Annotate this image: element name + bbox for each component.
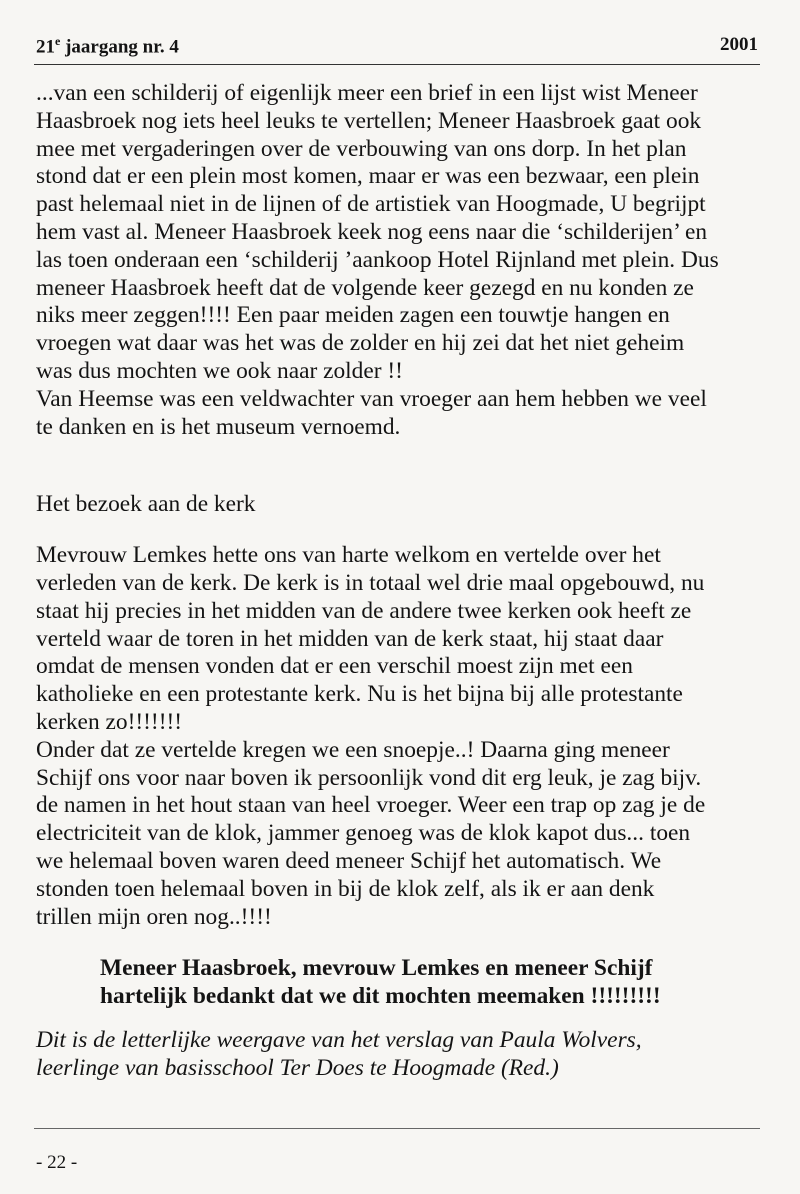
- volume-label: [36, 34, 179, 58]
- volume-rest: jaargang nr. 4: [60, 36, 179, 58]
- spacer: [36, 931, 766, 954]
- spacer: [36, 441, 766, 491]
- paragraph-toren: Onder dat ze vertelde kregen we een snoepje..! Daarna ging meneer Schijf ons voor naar boven ik persoonlijk vond dit erg leuk, je zag bijv. de namen in het hout staan van heel vroeger. Weer een trap op zag je de electriciteit van de klok, jammer genoeg was de klok kapot dus... toen we helemaal boven waren deed meneer Schijf het automatisch. We stonden toen helemaal boven in bij de klok zelf, als ik er aan denk trillen mijn oren nog..!!!!: [36, 736, 706, 930]
- spacer: [36, 519, 766, 542]
- editor-note: Dit is de letterlijke weergave van het verslag van Paula Wolvers, leerlinge van basisschool Ter Does te Hoogmade (Red.): [36, 1027, 642, 1082]
- volume-number: 21: [36, 36, 55, 58]
- spacer: [36, 1010, 766, 1026]
- page-number: - 22 -: [36, 1152, 78, 1173]
- paragraph-museum: ...van een schilderij of eigenlijk meer een brief in een lijst wist Meneer Haasbroek nog iets heel leuks te vertellen; Meneer Haasbroek gaat ook mee met vergaderingen over de verbouwing van ons dorp. In het plan stond dat er een plein most komen, maar er was een bezwaar, een plein past helemaal niet in de lijnen of de artistiek van Hoogmade, U begrijpt hem vast al. Meneer Haasbroek keek nog eens naar die ‘schilderijen’ en las toen onderaan een ‘schilderij ’aankoop Hotel Rijnland met plein. Dus meneer Haasbroek heeft dat de volgende keer gezegd en nu konden ze niks meer zeggen!!!! Een paar meiden zagen een touwtje hangen en vroegen wat daar was het was de zolder en hij zei dat het niet geheim was dus mochten we ook naar zolder !!: [36, 80, 719, 384]
- page-header: [36, 28, 758, 58]
- thanks-text: Meneer Haasbroek, mevrouw Lemkes en meneer Schijf hartelijk bedankt dat we dit mochten meemaken !!!!!!!!!: [100, 955, 661, 1010]
- footer-divider: [34, 1128, 760, 1129]
- header-divider: [34, 64, 760, 65]
- article-body: [36, 80, 766, 1082]
- year-label: 2001: [720, 34, 758, 55]
- paragraph-van-heemse: Van Heemse was een veldwachter van vroeger aan hem hebben we veel te danken en is het museum vernoemd.: [36, 385, 707, 440]
- section-heading: Het bezoek aan de kerk: [36, 491, 256, 518]
- paragraph-kerk: Mevrouw Lemkes hette ons van harte welkom en vertelde over het verleden van de kerk. De kerk is in totaal wel drie maal opgebouwd, nu staat hij precies in het midden van de andere twee kerken ook heeft ze verteld waar de toren in het midden van de kerk staat, hij staat daar omdat de mensen vonden dat er een verschil moest zijn met een katholieke en een protestante kerk. Nu is het bijna bij alle protestante kerken zo!!!!!!!: [36, 542, 705, 735]
- volume-suffix: e: [55, 34, 61, 48]
